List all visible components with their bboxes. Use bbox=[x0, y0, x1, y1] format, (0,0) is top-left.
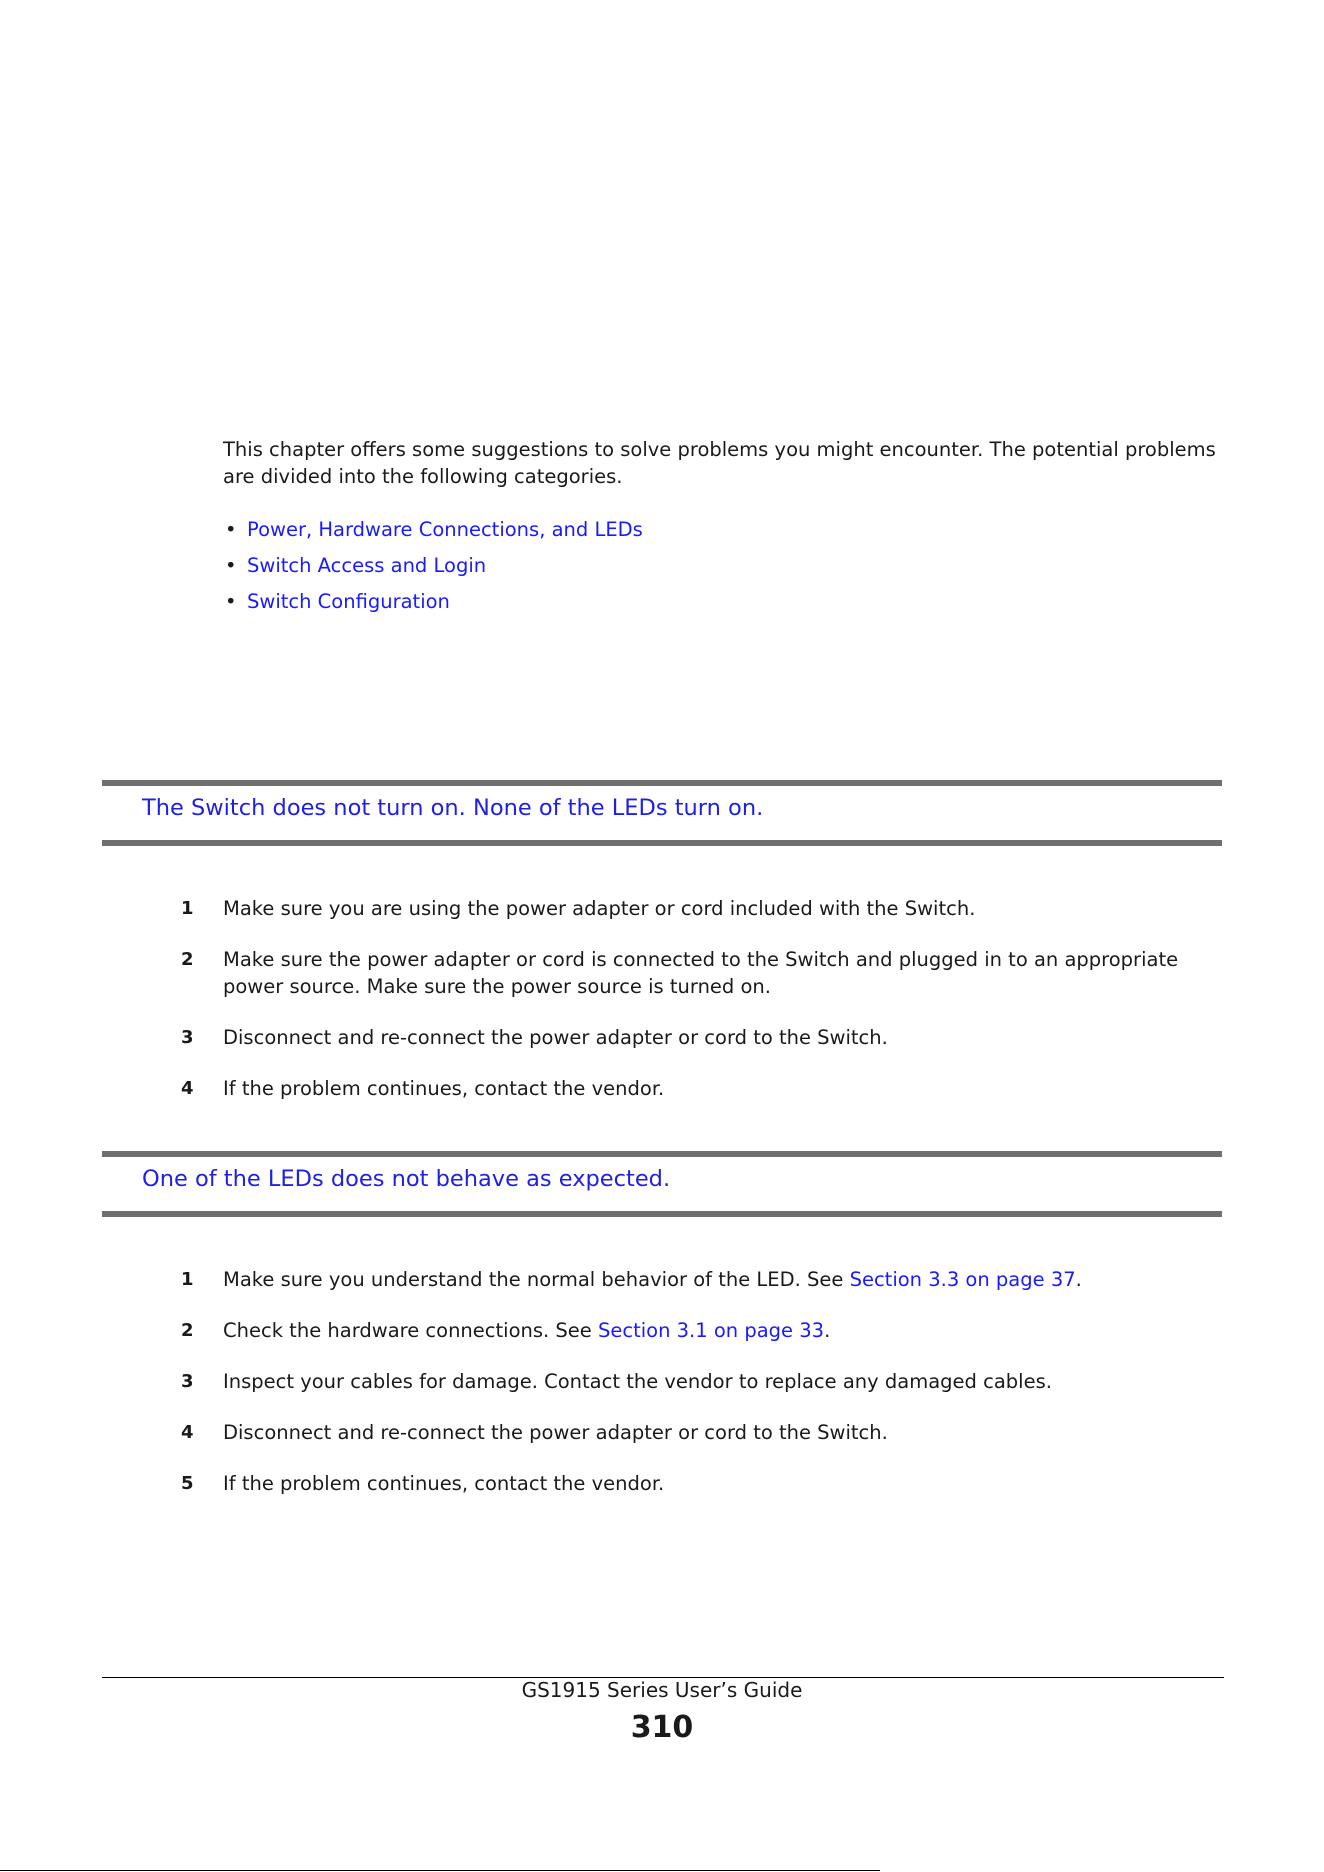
list-item bbox=[180, 1317, 1230, 1344]
list-item bbox=[180, 946, 1230, 1000]
section-divider-bottom bbox=[102, 1211, 1222, 1217]
step-number: 3 bbox=[181, 1027, 194, 1048]
step-number: 1 bbox=[181, 898, 194, 919]
step-number: 5 bbox=[181, 1473, 194, 1494]
list-item bbox=[180, 1368, 1230, 1395]
list-item bbox=[180, 1024, 1230, 1051]
section-link[interactable]: Section 3.3 on page 37 bbox=[849, 1268, 1076, 1291]
page-number: 310 bbox=[630, 1710, 694, 1745]
list-item[interactable] bbox=[223, 584, 643, 620]
list-item bbox=[180, 1075, 1230, 1102]
step-list bbox=[180, 895, 1230, 1102]
step-text: Make sure you understand the normal behavior of the LED. See bbox=[223, 1268, 850, 1291]
category-link-configuration[interactable]: Switch Configuration bbox=[247, 590, 450, 613]
category-list bbox=[223, 512, 643, 620]
step-text: Make sure you are using the power adapter or cord included with the Switch. bbox=[223, 897, 976, 920]
list-item bbox=[180, 1470, 1230, 1497]
section-divider-top bbox=[102, 780, 1222, 786]
step-number: 4 bbox=[181, 1078, 194, 1099]
step-number: 4 bbox=[181, 1422, 194, 1443]
step-text: Check the hardware connections. See bbox=[223, 1319, 598, 1342]
step-number: 3 bbox=[181, 1371, 194, 1392]
list-item[interactable] bbox=[223, 548, 643, 584]
list-item bbox=[180, 895, 1230, 922]
step-text: Make sure the power adapter or cord is connected to the Switch and plugged in to an appropriate power source. Make sure the power source is turned on. bbox=[223, 948, 1179, 998]
step-number: 2 bbox=[181, 949, 194, 970]
section-divider-bottom bbox=[102, 840, 1222, 846]
step-text: If the problem continues, contact the vendor. bbox=[223, 1472, 665, 1495]
step-list bbox=[180, 1266, 1230, 1497]
category-link-access[interactable]: Switch Access and Login bbox=[247, 554, 487, 577]
step-text: Inspect your cables for damage. Contact the vendor to replace any damaged cables. bbox=[223, 1370, 1052, 1393]
section-link[interactable]: Section 3.1 on page 33 bbox=[598, 1319, 825, 1342]
intro-paragraph: This chapter offers some suggestions to solve problems you might encounter. The potential problems are divided into the following categories. bbox=[223, 438, 1216, 488]
step-text: If the problem continues, contact the vendor. bbox=[223, 1077, 665, 1100]
section-divider-top bbox=[102, 1151, 1222, 1157]
step-number: 1 bbox=[181, 1269, 194, 1290]
step-text: Disconnect and re-connect the power adapter or cord to the Switch. bbox=[223, 1421, 888, 1444]
section-heading: The Switch does not turn on. None of the LEDs turn on. bbox=[142, 795, 764, 821]
category-link-power[interactable]: Power, Hardware Connections, and LEDs bbox=[247, 518, 643, 541]
step-number: 2 bbox=[181, 1320, 194, 1341]
step-text-end: . bbox=[824, 1319, 831, 1342]
step-text: Disconnect and re-connect the power adapter or cord to the Switch. bbox=[223, 1026, 888, 1049]
list-item[interactable] bbox=[223, 512, 643, 548]
list-item bbox=[180, 1419, 1230, 1446]
bottom-edge-line bbox=[0, 1870, 880, 1871]
list-item bbox=[180, 1266, 1230, 1293]
step-text-end: . bbox=[1075, 1268, 1082, 1291]
footer-title: GS1915 Series User’s Guide bbox=[521, 1678, 803, 1702]
section-heading: One of the LEDs does not behave as expected. bbox=[142, 1166, 671, 1192]
